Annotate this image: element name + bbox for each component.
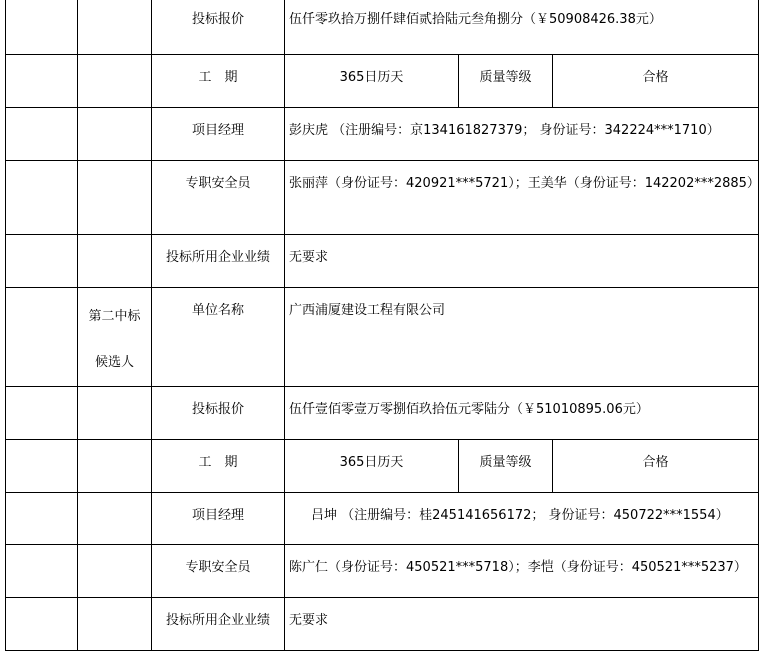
performance-label: 投标所用企业业绩	[152, 235, 285, 288]
table-row	[6, 440, 759, 493]
project-manager-value: 吕坤 （注册编号：桂245141656172； 身份证号：450722***1554）	[285, 493, 759, 545]
bid-price-value: 伍仟壹佰零壹万零捌佰玖拾伍元零陆分（￥51010895.06元）	[285, 387, 759, 440]
quality-label: 质量等级	[459, 55, 553, 108]
duration-label: 工 期	[152, 55, 285, 108]
quality-value: 合格	[553, 55, 759, 108]
table-row	[6, 108, 759, 161]
safety-officer-label: 专职安全员	[152, 545, 285, 598]
second-candidate-title: 第二中标 候选人	[78, 288, 152, 387]
table-row	[6, 288, 759, 387]
bid-results-table	[5, 0, 759, 651]
table-row	[6, 0, 759, 55]
quality-label: 质量等级	[459, 440, 553, 493]
quality-value: 合格	[553, 440, 759, 493]
bid-price-value: 伍仟零玖拾万捌仟肆佰贰拾陆元叁角捌分（￥50908426.38元）	[285, 0, 759, 55]
table-row	[6, 387, 759, 440]
company-name-label: 单位名称	[152, 288, 285, 387]
project-manager-value: 彭庆虎 （注册编号：京134161827379； 身份证号：342224***1710）	[285, 108, 759, 161]
table-row	[6, 235, 759, 288]
table-row	[6, 545, 759, 598]
table-row	[6, 598, 759, 651]
table-row	[6, 493, 759, 545]
table-row	[6, 161, 759, 235]
duration-value: 365日历天	[285, 440, 459, 493]
duration-value: 365日历天	[285, 55, 459, 108]
performance-label: 投标所用企业业绩	[152, 598, 285, 651]
duration-label: 工 期	[152, 440, 285, 493]
project-manager-label: 项目经理	[152, 493, 285, 545]
bid-price-label: 投标报价	[152, 387, 285, 440]
performance-value: 无要求	[285, 235, 759, 288]
company-name-value: 广西浦厦建设工程有限公司	[285, 288, 759, 387]
project-manager-label: 项目经理	[152, 108, 285, 161]
table-row	[6, 55, 759, 108]
safety-officer-label: 专职安全员	[152, 161, 285, 235]
performance-value: 无要求	[285, 598, 759, 651]
safety-officer-value: 陈广仁（身份证号：450521***5718）；李恺（身份证号：450521***5237）	[285, 545, 759, 598]
safety-officer-value: 张丽萍（身份证号：420921***5721）；王美华（身份证号：142202***2885）	[285, 161, 759, 235]
bid-price-label: 投标报价	[152, 0, 285, 55]
